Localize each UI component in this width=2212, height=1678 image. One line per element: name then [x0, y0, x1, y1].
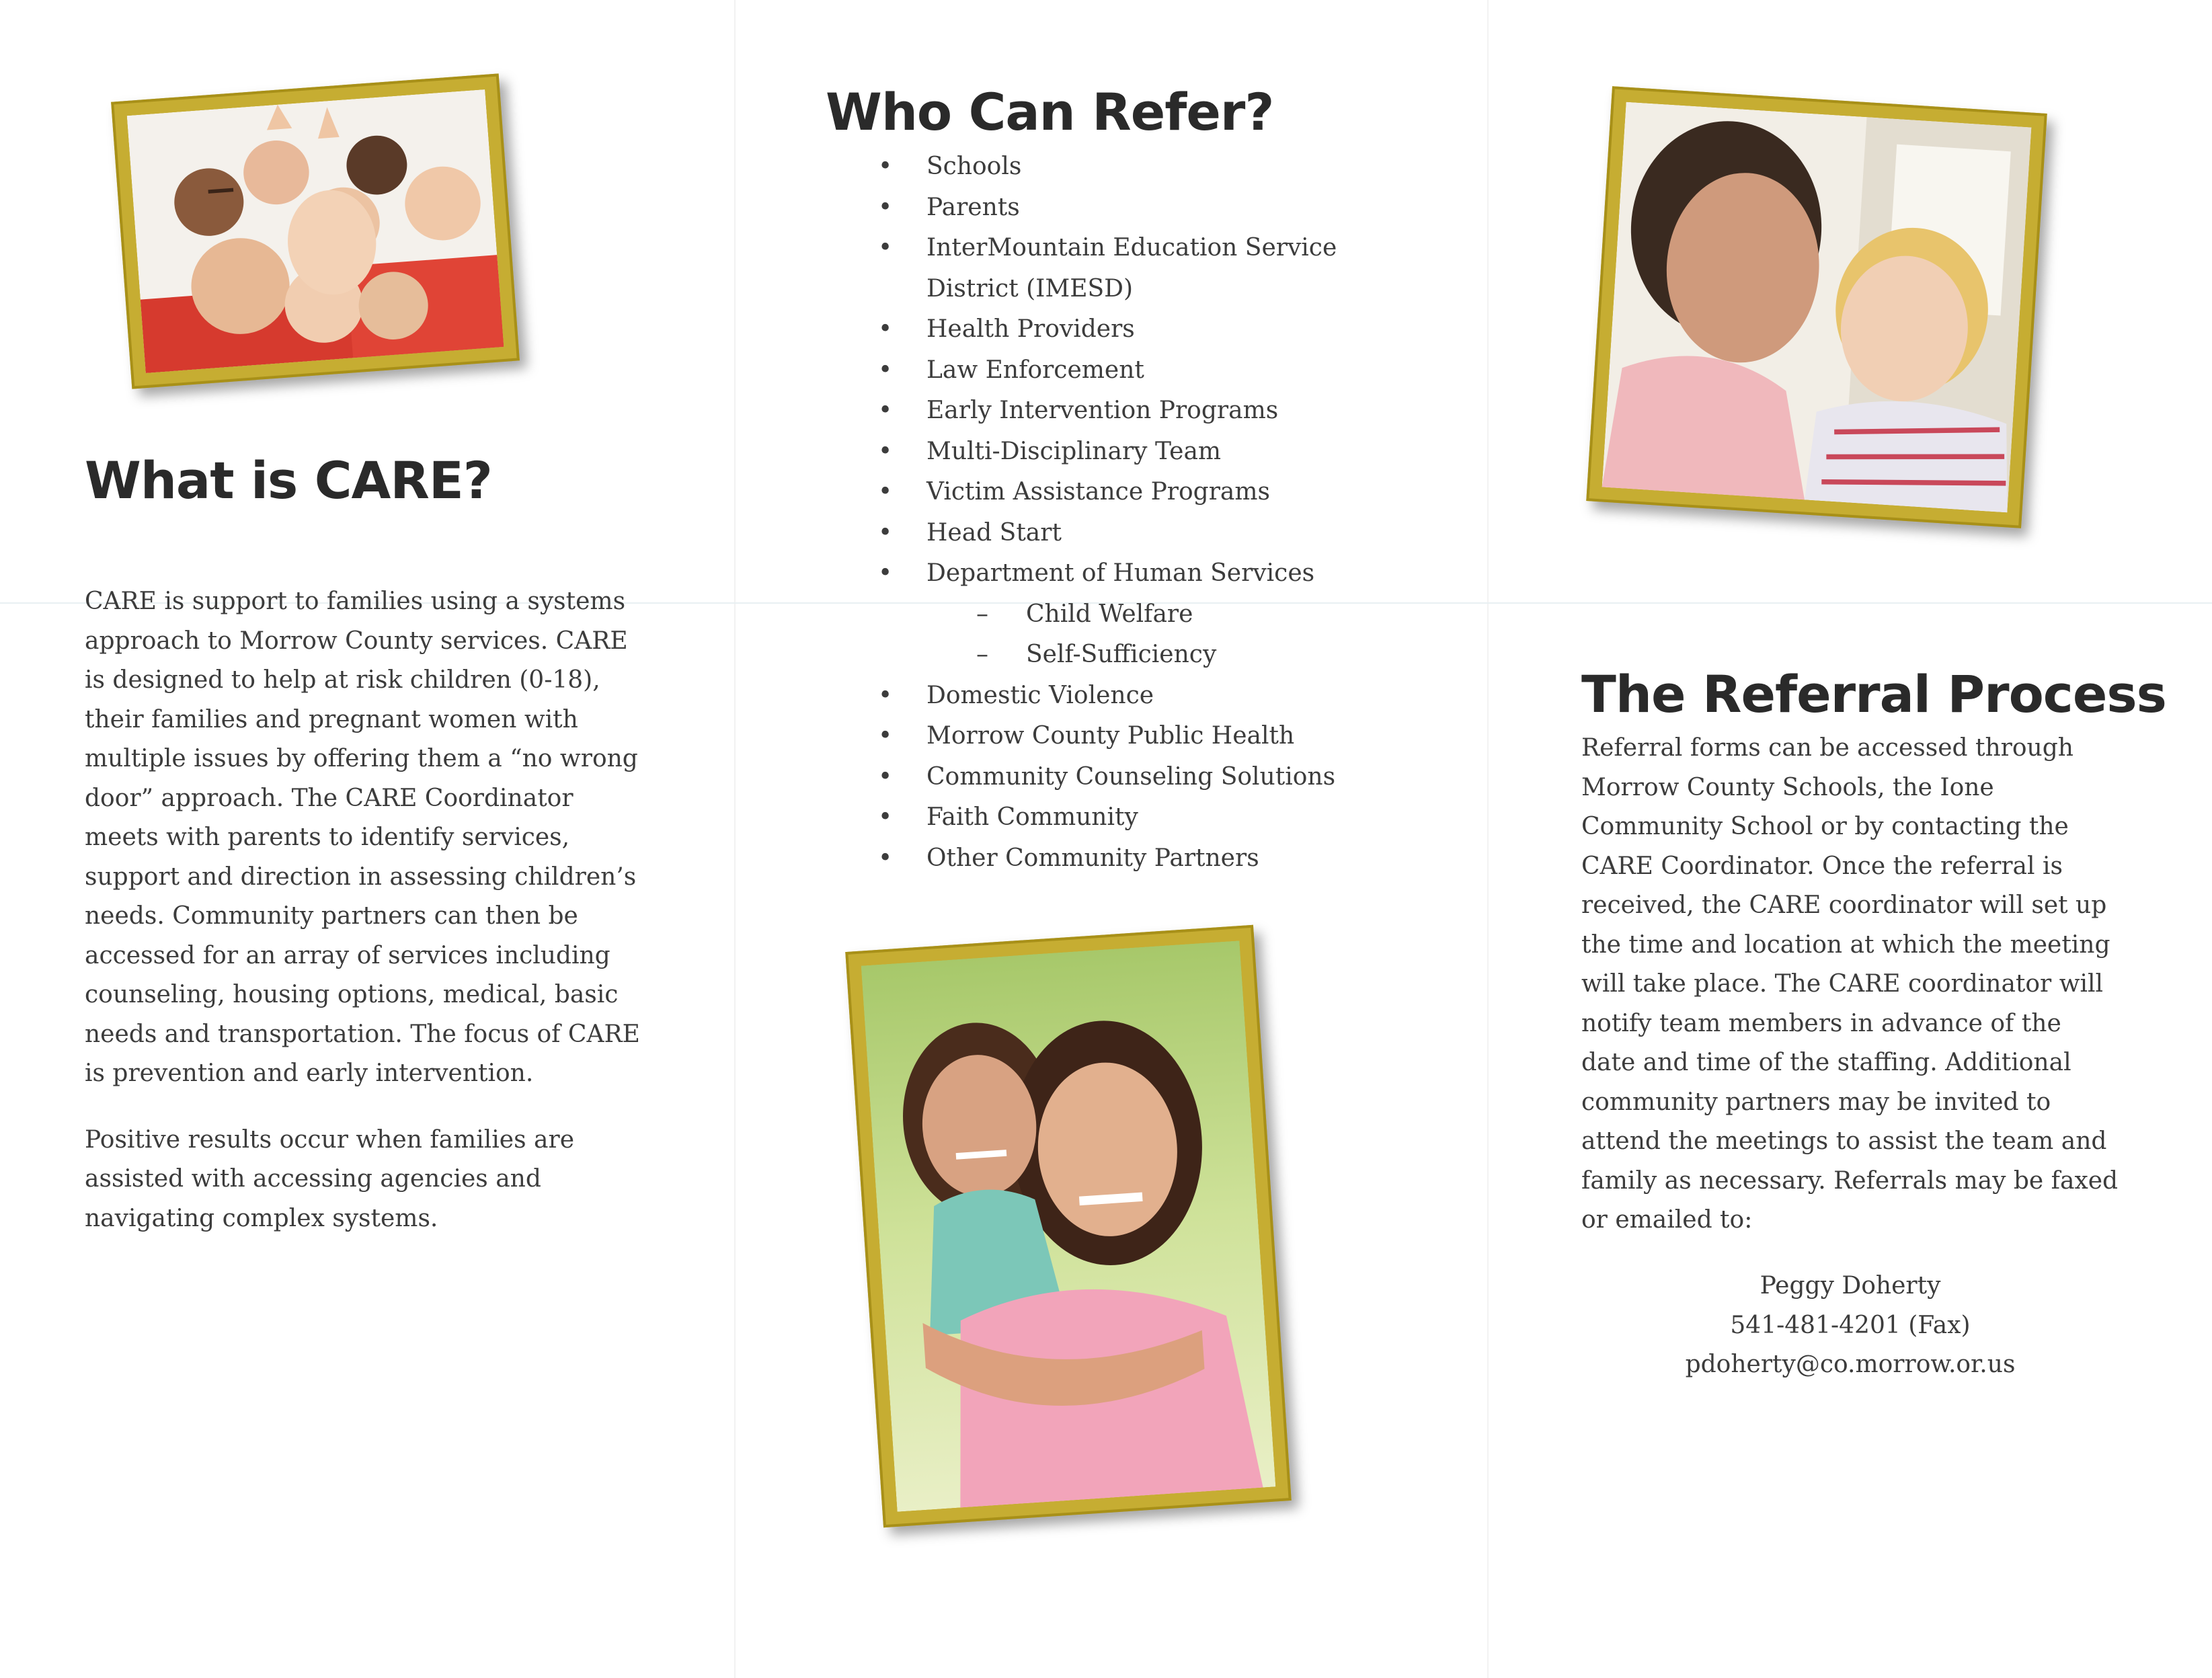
- bullet-icon: •: [878, 234, 893, 262]
- what-is-care-paragraph-2: Positive results occur when families are assisted with accessing agencies and navigating complex systems.: [85, 1125, 574, 1232]
- refer-list-item-label: Community Counseling Solutions: [926, 762, 1336, 791]
- refer-list-item-label: Domestic Violence: [926, 681, 1154, 709]
- referral-process-body: [1581, 729, 2119, 1240]
- bullet-icon: •: [878, 518, 893, 547]
- bullet-icon: •: [878, 559, 893, 587]
- children-group-photo: [127, 89, 504, 373]
- who-can-refer-list: [874, 147, 1497, 879]
- refer-list-item-label: Law Enforcement: [926, 356, 1144, 384]
- refer-list-item: [874, 432, 1397, 473]
- dash-bullet-icon: –: [976, 641, 988, 668]
- refer-list-subitem: [874, 594, 1497, 635]
- contact-fax: 541-481-4201 (Fax): [1730, 1311, 1971, 1339]
- dash-bullet-icon: –: [976, 600, 988, 628]
- father-son-photo: [1602, 102, 2032, 513]
- referral-contact: [1581, 1267, 2119, 1385]
- father-son-photo-frame: [1586, 86, 2047, 528]
- what-is-care-title: What is CARE?: [85, 450, 492, 510]
- contact-name: Peggy Doherty: [1760, 1272, 1941, 1300]
- refer-list-item: [874, 513, 1397, 554]
- refer-list-item: [874, 553, 1397, 594]
- bullet-icon: •: [878, 397, 893, 424]
- refer-list-item: [874, 676, 1397, 717]
- left-panel: [0, 0, 734, 1678]
- refer-list-item-label: Faith Community: [926, 803, 1138, 831]
- refer-list-item: [874, 350, 1397, 391]
- refer-list-item-label: Morrow County Public Health: [926, 722, 1295, 750]
- bullet-icon: •: [878, 153, 893, 180]
- refer-list-item: [874, 391, 1397, 432]
- mother-daughter-photo-frame: [845, 925, 1292, 1527]
- bullet-icon: •: [878, 437, 893, 465]
- refer-list-item: [874, 472, 1397, 513]
- refer-list-item-label: Victim Assistance Programs: [926, 478, 1270, 506]
- refer-list-item-label: Health Providers: [926, 315, 1135, 343]
- refer-list-item: [874, 838, 1397, 879]
- refer-list-item-label: Parents: [926, 193, 1020, 221]
- refer-list-item-label: Self-Sufficiency: [1026, 641, 1217, 668]
- referral-process-title: The Referral Process: [1581, 664, 2166, 724]
- refer-list-item: [874, 228, 1397, 309]
- refer-list-item-label: Department of Human Services: [926, 559, 1315, 587]
- fold-line-left: [734, 0, 736, 1678]
- bullet-icon: •: [878, 356, 893, 384]
- who-can-refer-title: Who Can Refer?: [826, 82, 1274, 142]
- refer-list-item-label: InterMountain Education Service District (IMESD): [926, 234, 1337, 303]
- refer-list-item-label: Early Intervention Programs: [926, 397, 1279, 424]
- refer-list-item: [874, 716, 1397, 757]
- refer-list-item-label: Schools: [926, 153, 1022, 180]
- refer-list-item: [874, 309, 1397, 350]
- refer-list-item-label: Other Community Partners: [926, 844, 1259, 872]
- what-is-care-body: [85, 582, 643, 1265]
- contact-email[interactable]: pdoherty@co.morrow.or.us: [1685, 1351, 2016, 1378]
- bullet-icon: •: [878, 803, 893, 831]
- what-is-care-paragraph-1: CARE is support to families using a systems approach to Morrow County services. CARE is designed to help at risk children (0-18), their families and pregnant women with multiple issues by offering them a “no wrong door” approach. The CARE Coordinator meets with parents to identify services, support and direction in assessing children’s needs. Community partners can then be accessed for an array of services including counseling, housing options, medical, basic needs and transportation. The focus of CARE is prevention and early intervention.: [85, 588, 640, 1087]
- children-group-photo-frame: [111, 73, 520, 389]
- refer-list-item: [874, 797, 1397, 838]
- refer-list-subitem: [874, 635, 1497, 676]
- mother-daughter-photo: [861, 941, 1276, 1512]
- bullet-icon: •: [878, 722, 893, 750]
- bullet-icon: •: [878, 681, 893, 709]
- bullet-icon: •: [878, 478, 893, 506]
- bullet-icon: •: [878, 762, 893, 791]
- refer-list-item: [874, 757, 1397, 798]
- refer-list-item-label: Multi-Disciplinary Team: [926, 437, 1222, 465]
- fold-line-right: [1487, 0, 1489, 1678]
- refer-list-item-label: Child Welfare: [1026, 600, 1193, 628]
- refer-list-item: [874, 147, 1397, 188]
- bullet-icon: •: [878, 844, 893, 872]
- referral-process-paragraph: Referral forms can be accessed through Morrow County Schools, the Ione Community School or by contacting the CARE Coordinator. Once the referral is received, the CARE coordinator will set up the time and location at which the meeting will take place. The CARE coordinator will notify team members in advance of the date and time of the staffing. Additional community partners may be invited to attend the meetings to assist the team and family as necessary. Referrals may be faxed or emailed to:: [1581, 734, 2119, 1234]
- bullet-icon: •: [878, 315, 893, 343]
- refer-list-item: [874, 188, 1397, 229]
- bullet-icon: •: [878, 193, 893, 221]
- refer-list-item-label: Head Start: [926, 518, 1062, 547]
